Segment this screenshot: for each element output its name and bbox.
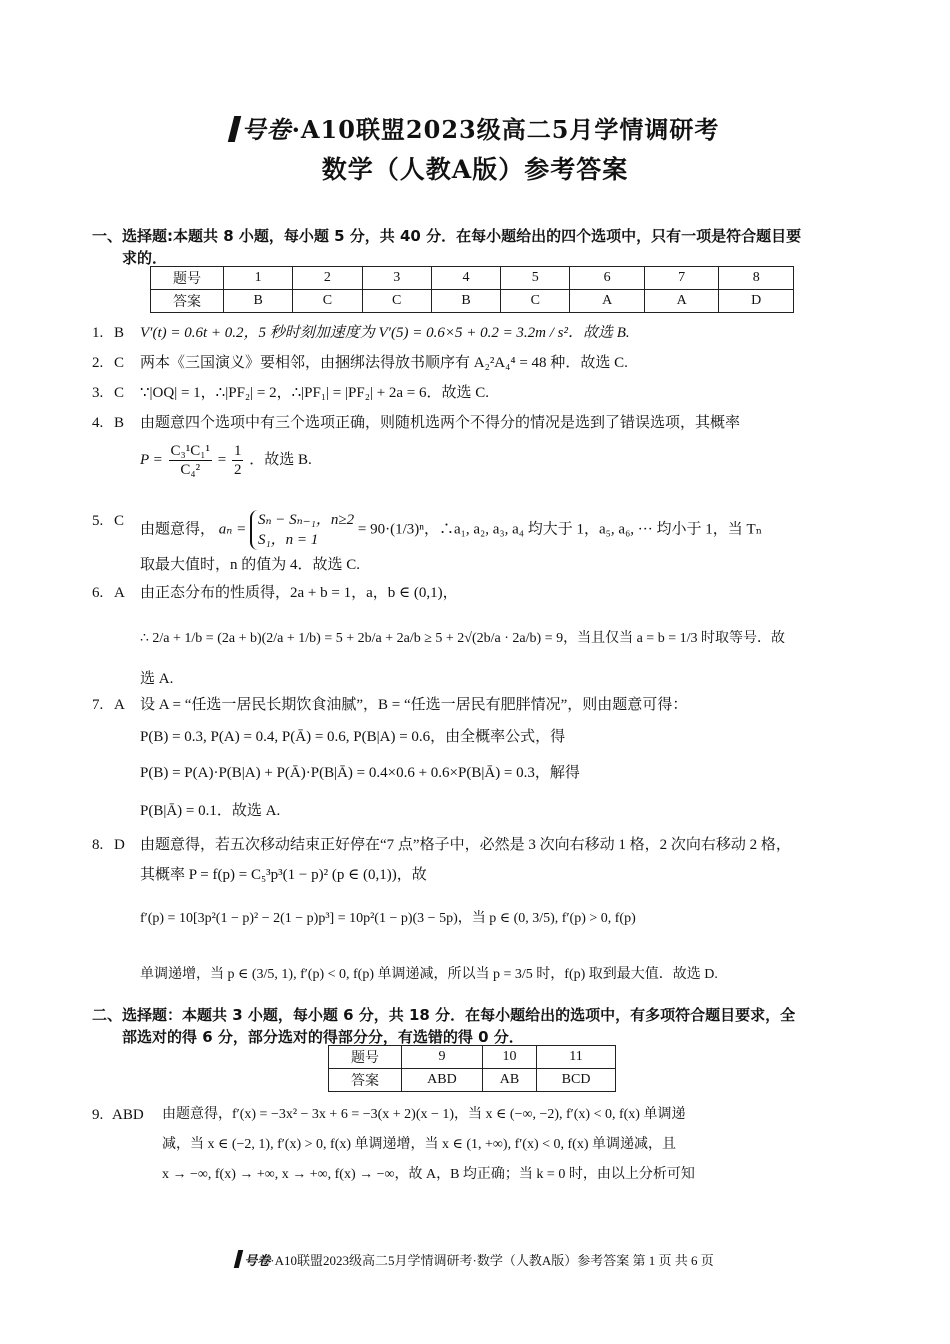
table-row bbox=[151, 267, 794, 290]
table-cell: 7 bbox=[644, 267, 719, 290]
table-header-cell: 答案 bbox=[329, 1069, 402, 1092]
table-header-cell: 题号 bbox=[329, 1046, 402, 1069]
item-answer: A bbox=[114, 697, 125, 713]
table-cell: 5 bbox=[501, 267, 570, 290]
table-cell: 8 bbox=[719, 267, 794, 290]
solution-item-9-line3: x → −∞, f(x) → +∞, x → +∞, f(x) → −∞，故 A，B 均正确；当 k = 0 时，由以上分析可知 bbox=[162, 1167, 695, 1182]
brand-mark-icon bbox=[234, 1250, 243, 1268]
item-text: 由正态分布的性质得，2a + b = 1，a，b ∈ (0,1)， bbox=[140, 585, 458, 601]
item-number: 6. bbox=[92, 585, 104, 601]
table-cell: 2 bbox=[293, 267, 362, 290]
table-cell: AB bbox=[482, 1069, 536, 1092]
item-number: 7. bbox=[92, 697, 104, 713]
table-cell: ABD bbox=[402, 1069, 483, 1092]
table-cell: 10 bbox=[482, 1046, 536, 1069]
table-cell: 1 bbox=[224, 267, 293, 290]
table-cell: 9 bbox=[402, 1046, 483, 1069]
section2-heading: 二、选择题：本题共 3 小题，每小题 6 分，共 18 分．在每小题给出的选项中，有多项符合题目要求，全 部选对的得 6 分，部分选对的得部分分，有选错的得 0 分． bbox=[92, 1006, 796, 1046]
item-text: 由题意得， aₙ = Sₙ − Sₙ₋₁，n≥2 S₁，n = 1 = 90·(1/3)ⁿ，∴a₁, a₂, a₃, a₄ 均大于 1，a₅, a₆, ··· 均小于 1，当 Tₙ bbox=[140, 512, 763, 548]
item-number: 2. bbox=[92, 355, 104, 371]
item-answer: A bbox=[114, 585, 125, 601]
solution-item-6-cont: 选 A. bbox=[140, 671, 174, 687]
item-number: 1. bbox=[92, 325, 104, 341]
brand-logo: 号卷 bbox=[231, 110, 292, 145]
formula-q4: P = $\frac{\text{C₃¹C₁¹}}{\text{C₄²}}$ = $\frac{1}{2}$ ．故选 B. bbox=[140, 443, 312, 478]
footer-brand: 号卷 bbox=[244, 1253, 271, 1268]
formula-q6: ∴ 2/a + 1/b = (2a + b)(2/a + 1/b) = 5 + 2b/a + 2a/b ≥ 5 + 2√(2b/a · 2a/b) = 9，当且仅当 a = b = 1/3 时取等号．故 bbox=[140, 631, 785, 646]
page-title-line1 bbox=[0, 110, 950, 145]
solution-item-7-line3: P(B) = P(A)·P(B|A) + P(Ā)·P(B|Ā) = 0.4×0.6 + 0.6×P(B|Ā) = 0.3，解得 bbox=[140, 765, 580, 781]
table-cell: B bbox=[224, 290, 293, 313]
section1-heading: 一、选择题:本题共 8 小题，每小题 5 分，共 40 分．在每小题给出的四个选项中，只有一项是符合题目要 求的． bbox=[92, 227, 802, 267]
table-header-cell: 题号 bbox=[151, 267, 224, 290]
item-answer: B bbox=[114, 325, 125, 341]
item-number: 3. bbox=[92, 385, 104, 401]
table-header-cell: 答案 bbox=[151, 290, 224, 313]
page-footer bbox=[0, 1250, 950, 1269]
solution-item-8-line2: 其概率 P = f(p) = C₅³p³(1 − p)² (p ∈ (0,1))，故 bbox=[140, 867, 427, 883]
answer-table-2 bbox=[328, 1045, 616, 1092]
item-text: V′(t) = 0.6t + 0.2，5 秒时刻加速度为 V′(5) = 0.6×5 + 0.2 = 3.2m / s²．故选 B. bbox=[140, 325, 630, 341]
item-text: 设 A = “任选一居民长期饮食油腻”，B = “任选一居民有肥胖情况”，则由题意可得： bbox=[140, 697, 688, 713]
item-number: 9. bbox=[92, 1107, 104, 1123]
table-cell: 6 bbox=[570, 267, 645, 290]
item-number: 4. bbox=[92, 415, 104, 431]
item-text: 由题意得，若五次移动结束正好停在“7 点”格子中，必然是 3 次向右移动 1 格，2 次向右移动 2 格， bbox=[140, 837, 791, 853]
item-number: 5. bbox=[92, 513, 104, 529]
solution-item-9-line2: 减，当 x ∈ (−2, 1), f′(x) > 0, f(x) 单调递增，当 x ∈ (1, +∞), f′(x) < 0, f(x) 单调递减，且 bbox=[162, 1137, 677, 1152]
table-cell: BCD bbox=[537, 1069, 616, 1092]
item-answer: C bbox=[114, 355, 125, 371]
table-cell: 4 bbox=[431, 267, 500, 290]
item-number: 8. bbox=[92, 837, 104, 853]
table-cell: A bbox=[570, 290, 645, 313]
item-answer: B bbox=[114, 415, 125, 431]
table-row bbox=[151, 290, 794, 313]
table-cell: C bbox=[501, 290, 570, 313]
item-answer: D bbox=[114, 837, 125, 853]
solution-item-7-line4: P(B|Ā) = 0.1．故选 A. bbox=[140, 803, 281, 819]
footer-text: ·A10联盟2023级高二5月学情调研考·数学（人教A版）参考答案 第 1 页 共 6 页 bbox=[270, 1253, 714, 1268]
solution-item-8-line3: f′(p) = 10[3p²(1 − p)² − 2(1 − p)p³] = 10p²(1 − p)(3 − 5p)，当 p ∈ (0, 3/5), f′(p) > 0, f(p) bbox=[140, 911, 636, 926]
table-row bbox=[329, 1069, 616, 1092]
item-text: 两本《三国演义》要相邻，由捆绑法得放书顺序有 A₂²A₄⁴ = 48 种．故选 C. bbox=[140, 355, 628, 371]
solution-item-8-line4: 单调递增，当 p ∈ (3/5, 1), f′(p) < 0, f(p) 单调递减，所以当 p = 3/5 时，f(p) 取到最大值．故选 D. bbox=[140, 967, 718, 982]
table-cell: C bbox=[293, 290, 362, 313]
item-answer: C bbox=[114, 385, 125, 401]
table-cell: B bbox=[431, 290, 500, 313]
item-text: 由题意四个选项中有三个选项正确，则随机选两个不得分的情况是选到了错误选项，其概率 bbox=[140, 415, 741, 431]
solution-item-5-cont: 取最大值时，n 的值为 4．故选 C. bbox=[140, 557, 361, 573]
table-cell: 3 bbox=[362, 267, 431, 290]
table-row bbox=[329, 1046, 616, 1069]
item-answer: C bbox=[114, 513, 125, 529]
table-cell: D bbox=[719, 290, 794, 313]
answer-table-1 bbox=[150, 266, 794, 313]
item-text: ∵|OQ| = 1，∴|PF₂| = 2，∴|PF₁| = |PF₂| + 2a = 6．故选 C. bbox=[140, 385, 490, 401]
page-title-line2: 数学（人教A版）参考答案 bbox=[321, 155, 629, 184]
table-cell: A bbox=[644, 290, 719, 313]
title-text: ·A10联盟2023级高二5月学情调研考 bbox=[291, 115, 720, 144]
table-cell: C bbox=[362, 290, 431, 313]
item-text: 由题意得，f′(x) = −3x² − 3x + 6 = −3(x + 2)(x − 1)，当 x ∈ (−∞, −2), f′(x) < 0, f(x) 单调递 bbox=[162, 1107, 686, 1122]
brand-mark-icon bbox=[227, 116, 240, 142]
table-cell: 11 bbox=[537, 1046, 616, 1069]
item-answer: ABD bbox=[112, 1107, 144, 1123]
solution-item-7-line2: P(B) = 0.3, P(A) = 0.4, P(Ā) = 0.6, P(B|A) = 0.6，由全概率公式，得 bbox=[140, 729, 566, 745]
